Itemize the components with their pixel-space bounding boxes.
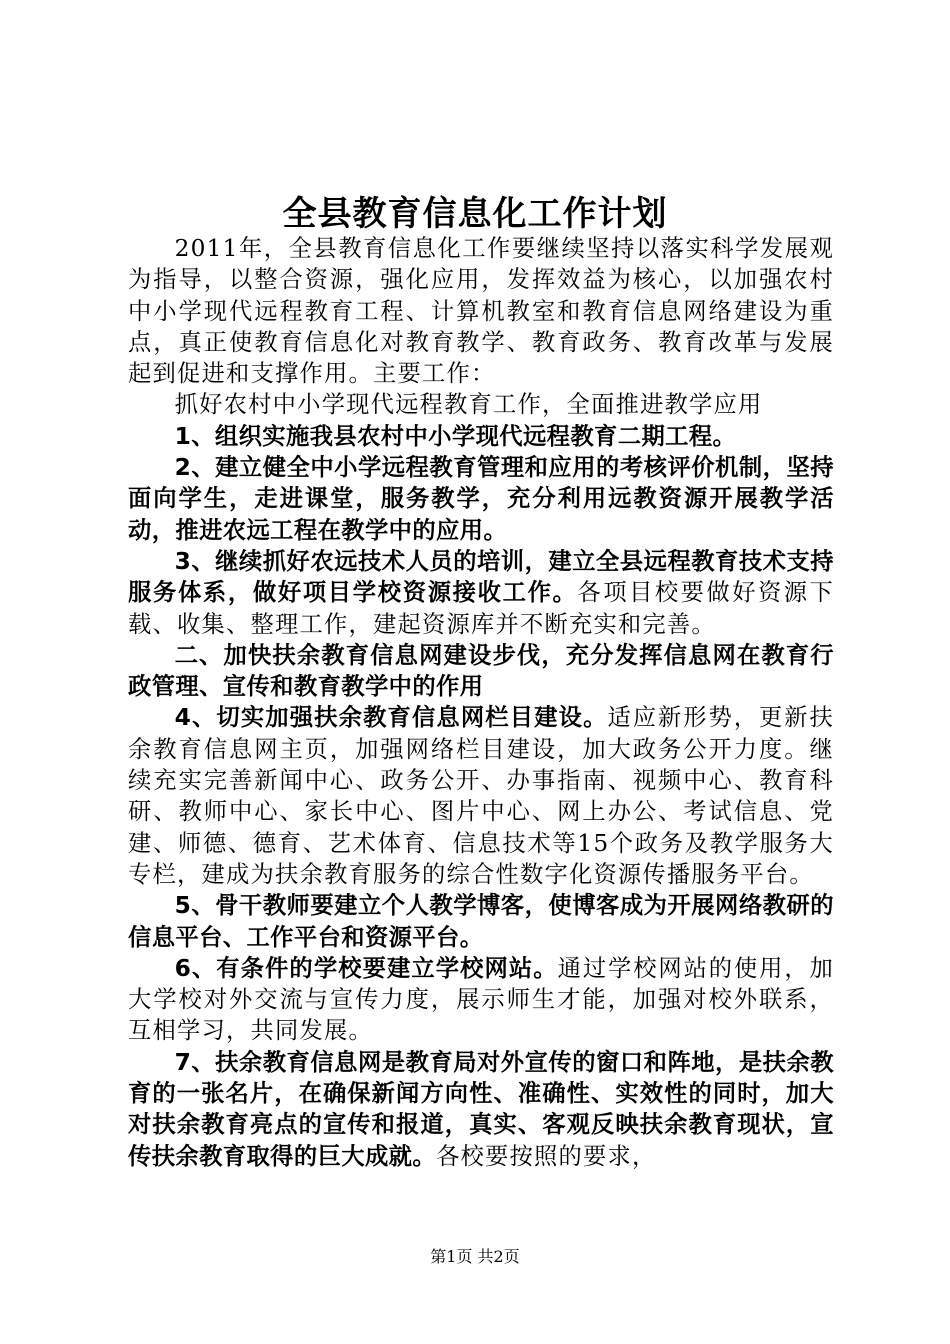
document-body xyxy=(128,233,834,1172)
paragraph-bold-text: 2、建立健全中小学远程教育管理和应用的考核评价机制，坚持面向学生，走进课堂，服务教学，充分利用远教资源开展教学活动，推进农远工程在教学中的应用。 xyxy=(128,454,834,544)
paragraph-bold-text: 6、有条件的学校要建立学校网站。 xyxy=(174,954,558,982)
paragraph-bold-text: 二、加快扶余教育信息网建设步伐，充分发挥信息网在教育行政管理、宣传和教育教学中的作用 xyxy=(128,641,834,701)
paragraph-bold-text: 3、继续抓好农远技术人员的培训，建立全县远程教育技术支持服务体系，做好项目学校资源接收工作。 xyxy=(128,547,834,607)
paragraph xyxy=(128,1047,834,1172)
paragraph-text: 适应新形势，更新扶余教育信息网主页，加强网络栏目建设，加大政务公开力度。继续充实完善新闻中心、政务公开、办事指南、视频中心、教育科研、教师中心、家长中心、图片中心、网上办公、考试信息、党建、师德、德育、艺术体育、信息技术等15个政务及教学服务大专栏，建成为扶余教育服务的综合性数字化资源传播服务平台。 xyxy=(128,704,834,888)
page-footer: 第1页 共2页 xyxy=(430,1247,520,1266)
paragraph xyxy=(128,421,834,452)
paragraph-bold-text: 5、骨干教师要建立个人教学博客，使博客成为开展网络教研的信息平台、工作平台和资源平台。 xyxy=(128,892,834,951)
paragraph-bold-text: 1、组织实施我县农村中小学现代远程教育二期工程。 xyxy=(174,422,737,450)
paragraph-bold-text: 7、扶余教育信息网是教育局对外宣传的窗口和阵地，是扶余教育的一张名片，在确保新闻方向性、准确性、实效性的同时，加大对扶余教育亮点的宣传和报道，真实、客观反映扶余教育现状，宣传扶余教育取得的巨大成就。 xyxy=(128,1048,834,1170)
paragraph-text: 通过学校网站的使用，加大学校对外交流与宣传力度，展示师生才能，加强对校外联系，互相学习，共同发展。 xyxy=(128,954,834,1045)
paragraph-bold-text: 4、切实加强扶余教育信息网栏目建设。 xyxy=(174,704,608,732)
paragraph xyxy=(128,452,834,546)
paragraph xyxy=(128,389,834,420)
paragraph xyxy=(128,702,834,890)
paragraph-text: 各项目校要做好资源下载、收集、整理工作，建起资源库并不断充实和完善。 xyxy=(128,579,835,638)
paragraph-text: 各校要按照的要求， xyxy=(436,1142,657,1170)
paragraph xyxy=(128,953,834,1047)
paragraph-text: 抓好农村中小学现代远程教育工作，全面推进教学应用 xyxy=(174,391,763,419)
paragraph xyxy=(128,546,834,640)
document-title: 全县教育信息化工作计划 xyxy=(282,194,668,234)
paragraph xyxy=(128,640,834,703)
paragraph xyxy=(128,233,834,389)
paragraph-text: 2011年，全县教育信息化工作要继续坚持以落实科学发展观为指导，以整合资源，强化应用，发挥效益为核心，以加强农村中小学现代远程教育工程、计算机教室和教育信息网络建设为重点，真正使教育信息化对教育教学、教育政务、教育改革与发展起到促进和支撑作用。主要工作： xyxy=(128,235,834,388)
paragraph xyxy=(128,890,834,953)
